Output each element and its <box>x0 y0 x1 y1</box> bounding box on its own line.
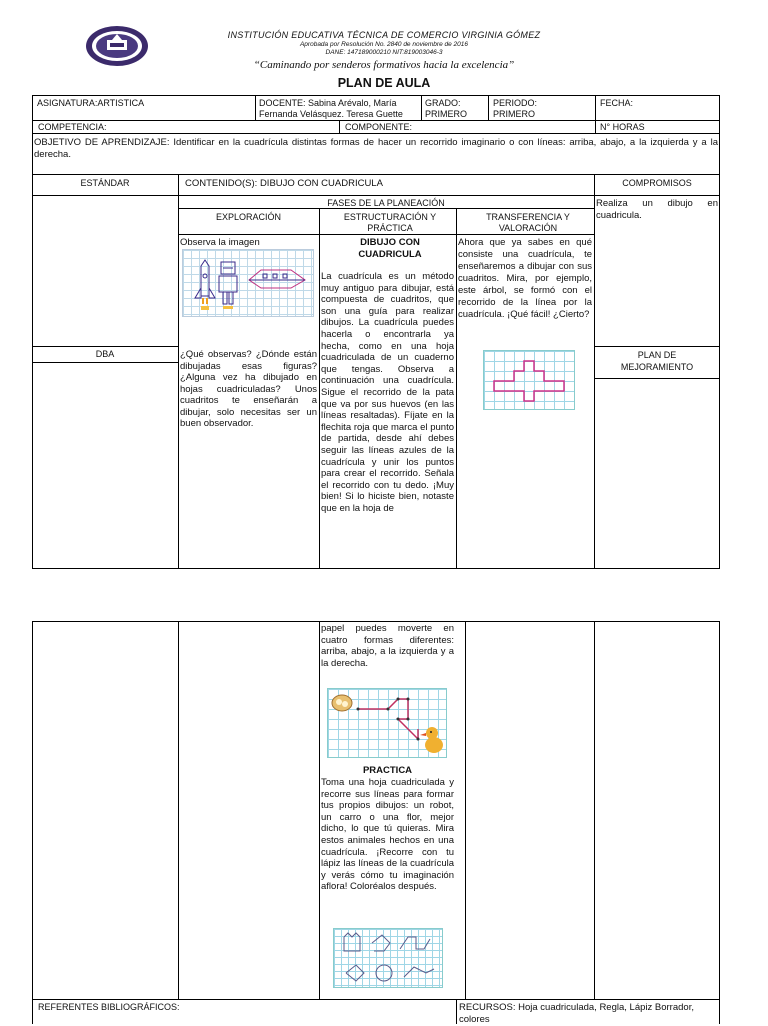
periodo-value: PRIMERO <box>493 109 536 119</box>
grado-label: GRADO: <box>425 98 461 108</box>
duck-path-grid-image <box>327 688 447 758</box>
periodo-label: PERIODO: <box>493 98 538 108</box>
dba-label: DBA <box>95 349 115 359</box>
transferencia-text: Ahora que ya sabes en qué consiste una cuadrícula, te enseñaremos a dibujar con sus cuadritos. Mira, por ejemplo, este árbol, se formó con el recorrido de la línea por la cuadrícula. ¡Qué fácil! ¿Cierto? <box>458 237 592 320</box>
institution-name: INSTITUCIÓN EDUCATIVA TÉCNICA DE COMERCIO VIRGINIA GÓMEZ <box>227 30 541 40</box>
estructuracion-text-2: papel puedes moverte en cuatro formas diferentes: arriba, abajo, a la izquierda y a la derecha. <box>321 623 454 669</box>
referentes-label: REFERENTES BIBLIOGRÁFICOS: <box>38 1002 180 1012</box>
estructuracion-text-1: La cuadrícula es un método muy antiguo para dibujar, está compuesta de cuadritos, que son una guía para realizar dibujos. La cuadrícula puedes hacerla o encontrarla ya hecha, como en una hoja cuadriculada de un cuaderno que tengas. Observa a continuación una cuadrícula. Sigue el recorrido de la pata que va por sus huevos (en las líneas resaltadas). Fíjate en la flechita roja que marca el punto de partida, desde ahí debes seguir las líneas azules de la cuadrícula y unir los puntos para crear el recorrido. Señala el recorrido con tu dedo. ¡Muy bien! Si lo hiciste bien, notaste que en la hoja de <box>321 271 454 514</box>
estructuracion-heading: DIBUJO CON CUADRICULA <box>358 237 422 260</box>
competencia-label: COMPETENCIA: <box>38 122 107 132</box>
plan-mejoramiento-label: PLAN DE MEJORAMIENTO <box>620 350 694 372</box>
practica-heading: PRACTICA <box>362 765 413 776</box>
tree-shape-drawing <box>484 351 576 411</box>
estructuracion-header: ESTRUCTURACIÓN Y PRÁCTICA <box>343 212 437 233</box>
school-motto: “Caminando por senderos formativos hacia la excelencia” <box>253 59 515 71</box>
compromisos-text: Realiza un dibujo en cuadricula. <box>596 198 718 221</box>
duck-eggs-path-drawing <box>328 689 448 759</box>
componente-label: COMPONENTE: <box>345 122 413 132</box>
transferencia-header: TRANSFERENCIA Y VALORACIÓN <box>486 212 570 233</box>
exploracion-text: ¿Qué observas? ¿Dónde están dibujadas esas figuras? ¿Alguna vez ha dibujado en hojas cuadriculadas? Unos cuadritos te enseñarán a dibujar, solo necesitas ser un buen observador. <box>180 349 317 429</box>
grid-animals-drawing <box>334 929 444 989</box>
horas-label: N° HORAS <box>600 122 645 132</box>
fases-title: FASES DE LA PLANEACIÓN <box>327 198 445 208</box>
rocket-robot-ufo-drawing <box>183 250 315 318</box>
exploracion-observa: Observa la imagen <box>180 237 260 248</box>
dane-text: DANE: 147189000210 NIT:819003046-3 <box>325 49 443 56</box>
page-title: PLAN DE AULA <box>337 76 431 90</box>
resolution-text: Aprobada por Resolución No. 2840 de noviembre de 2016 <box>299 41 469 48</box>
exploracion-header: EXPLORACIÓN <box>215 212 282 222</box>
compromisos-label: COMPROMISOS <box>622 178 692 188</box>
grado-value: PRIMERO <box>425 109 468 119</box>
docente-line2: Fernanda Velásquez. Teresa Guette <box>259 109 403 119</box>
asignatura-field: ASIGNATURA:ARTISTICA <box>37 98 145 108</box>
contenido-field: CONTENIDO(S): DIBUJO CON CUADRICULA <box>185 178 383 189</box>
objetivo-aprendizaje: OBJETIVO DE APRENDIZAJE: Identificar en la cuadrícula distintas formas de hacer un recorrido imaginario o con líneas: arriba, abajo, a la izquierda y a la derecha. <box>34 137 718 160</box>
recursos-text: RECURSOS: Hoja cuadriculada, Regla, Lápiz Borrador, colores <box>459 1002 694 1025</box>
estandar-label: ESTÁNDAR <box>80 178 130 188</box>
tree-grid-image <box>483 350 575 410</box>
docente-line1: DOCENTE: Sabina Arévalo, María <box>259 98 397 108</box>
space-drawings-grid-image <box>182 249 314 317</box>
practica-text: Toma una hoja cuadriculada y recorre sus líneas para formar tus propios dibujos: un robot, un carro o una flor, mejor dicho, lo que tú quieras. Mira estos animales hechos en una cuadrícula. ¡Recorre con tu lápiz las líneas de la cuadrícula y verás cómo tu imaginación aflora! Coloréalos después. <box>321 777 454 893</box>
animals-grid-image <box>333 928 443 988</box>
fecha-label: FECHA: <box>600 98 634 108</box>
